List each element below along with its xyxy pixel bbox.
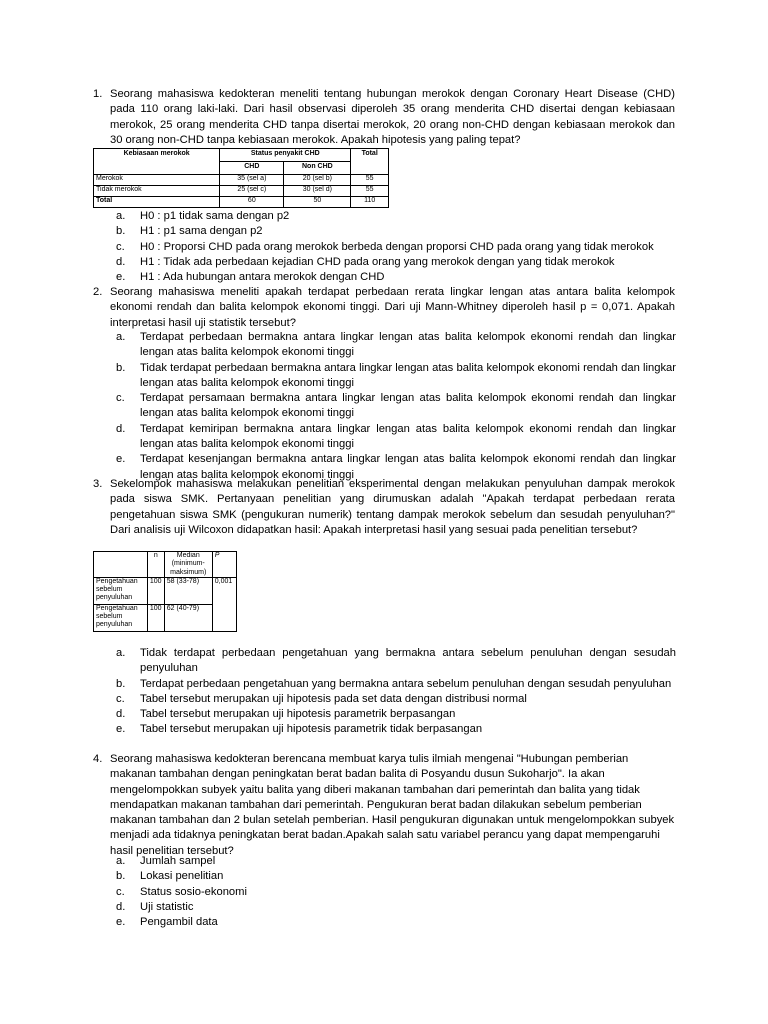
question-3 [93, 477, 675, 538]
option-c[interactable] [116, 240, 676, 255]
option-letter: e. [116, 916, 126, 929]
option-text: H1 : Ada hubungan antara merokok dengan CHD [140, 271, 385, 284]
option-letter: b. [116, 677, 126, 690]
option-e[interactable] [116, 915, 676, 930]
option-text: Terdapat kemiripan bermakna antara lingkar lengan atas balita kelompok ekonomi rendah dan lingkar lengan atas balita kelompok ekonomi tinggi [140, 422, 676, 451]
cell-n: 100 [147, 604, 164, 631]
cell-nonchd: 30 (sel d) [284, 186, 351, 197]
option-letter: d. [116, 708, 126, 721]
header-nonchd: Non CHD [284, 162, 351, 175]
option-letter: d. [116, 255, 126, 268]
option-b[interactable] [116, 869, 676, 884]
cell-nonchd: 50 [284, 197, 351, 208]
cell-nonchd: 20 (sel b) [284, 175, 351, 186]
row-label: Merokok [94, 175, 220, 186]
option-letter: a. [116, 210, 126, 222]
option-c[interactable] [116, 885, 676, 900]
question-4 [93, 752, 675, 859]
cell-median: 58 (33-78) [164, 577, 212, 604]
option-b[interactable] [116, 224, 676, 239]
header-median: Median (minimum-maksimum) [164, 552, 212, 578]
option-text: Pengambil data [140, 916, 218, 929]
cell-median: 62 (40-79) [164, 604, 212, 631]
option-a[interactable] [116, 330, 676, 361]
question-number: 4. [93, 753, 103, 765]
header-n: n [147, 552, 164, 578]
header-blank [94, 552, 148, 578]
chd-smoking-table [93, 148, 389, 208]
header-p: P [212, 552, 236, 578]
option-text: Terdapat kesenjangan bermakna antara lingkar lengan atas balita kelompok ekonomi rendah dan lingkar lengan atas balita kelompok ekonomi tinggi [140, 453, 676, 481]
header-kebiasaan: Kebiasaan merokok [94, 149, 220, 175]
option-letter: c. [116, 392, 125, 405]
option-b[interactable] [116, 361, 676, 392]
question-2-options [116, 330, 676, 483]
option-letter: b. [116, 361, 126, 374]
option-text: H0 : p1 tidak sama dengan p2 [140, 210, 290, 222]
cell-total: 55 [351, 175, 389, 186]
question-text: Sekelompok mahasiswa melakukan penelitian eksperimental dengan melakukan penyuluhan dampak merokok pada siswa SMK. Pertanyaan penelitian yang dirumuskan adalah "Apakah terdapat perbedaan rerata pengetahuan siswa SMK (pengukuran numerik) tentang dampak merokok sebelum dan sesudah penyuluhan?" Dari analisis uji Wilcoxon didapatkan hasil: Apakah interpretasi hasil yang sesuai pada penelitian tersebut? [110, 478, 675, 536]
cell-n: 100 [147, 577, 164, 604]
cell-chd: 25 (sel c) [220, 186, 284, 197]
table-row [94, 577, 237, 604]
option-c[interactable] [116, 391, 676, 422]
option-c[interactable] [116, 692, 676, 707]
option-text: H0 : Proporsi CHD pada orang merokok berbeda dengan proporsi CHD pada orang yang tidak merokok [140, 240, 654, 253]
option-d[interactable] [116, 900, 676, 915]
cell-total: 110 [351, 197, 389, 208]
question-4-options [116, 854, 676, 930]
option-letter: a. [116, 647, 126, 659]
cell-total: 55 [351, 186, 389, 197]
option-text: Lokasi penelitian [140, 870, 224, 883]
option-text: Jumlah sampel [140, 855, 216, 867]
option-a[interactable] [116, 209, 676, 224]
option-letter: d. [116, 422, 126, 435]
row-label: Pengetahuan sebelum penyuluhan [94, 577, 148, 604]
option-letter: c. [116, 885, 125, 898]
option-letter: c. [116, 240, 125, 253]
table-row [94, 186, 389, 197]
option-text: Terdapat perbedaan bermakna antara lingkar lengan atas balita kelompok ekonomi rendah dan lingkar lengan atas balita kelompok ekonomi tinggi [140, 331, 676, 359]
option-letter: a. [116, 331, 126, 343]
option-letter: e. [116, 723, 126, 736]
header-total: Total [351, 149, 389, 175]
option-e[interactable] [116, 270, 676, 285]
header-chd: CHD [220, 162, 284, 175]
option-a[interactable] [116, 854, 676, 869]
question-text: Seorang mahasiswa kedokteran berencana membuat karya tulis ilmiah mengenai "Hubungan pemberian makanan tambahan dengan peningkatan berat badan balita di Posyandu dusun Sukoharjo". Ia akan mengelompokkan subyek yaitu balita yang diberi makanan tambahan dari pemerintah dan balita yang tidak mendapatkan makanan tambahan dari pemerintah. Pengukuran berat badan dilakukan sebelum pemberian makanan tambahan dan 2 bulan setelah pemberian. Hasil pengukuran digunakan untuk mengelompokkan subyek menjadi ada tidaknya peningkatan berat badan.Apakah salah satu variabel perancu yang dapat mempengaruhi hasil penelitian tersebut? [110, 753, 675, 857]
option-text: H1 : Tidak ada perbedaan kejadian CHD pada orang yang merokok dengan yang tidak merokok [140, 255, 615, 268]
option-letter: b. [116, 870, 126, 883]
question-text: Seorang mahasiswa meneliti apakah terdapat perbedaan rerata lingkar lengan atas antara balita kelompok ekonomi rendah dan balita kelompok ekonomi tinggi. Dari uji Mann-Whitney diperoleh hasil p = 0,071. Apakah interpretasi hasil uji statistik tersebut? [110, 286, 675, 329]
question-number: 1. [93, 88, 103, 100]
option-d[interactable] [116, 707, 676, 722]
table-row [94, 197, 389, 208]
header-status: Status penyakit CHD [220, 149, 351, 162]
option-e[interactable] [116, 722, 676, 737]
option-text: Tidak terdapat perbedaan bermakna antara lingkar lengan atas balita kelompok ekonomi rendah dan lingkar lengan atas balita kelompok ekonomi tinggi [140, 361, 676, 389]
option-letter: c. [116, 692, 125, 705]
row-label: Tidak merokok [94, 186, 220, 197]
option-a[interactable] [116, 646, 676, 677]
cell-chd: 35 (sel a) [220, 175, 284, 186]
question-number: 2. [93, 286, 103, 298]
option-text: Uji statistic [140, 900, 194, 913]
option-text: Tabel tersebut merupakan uji hipotesis parametrik tidak berpasangan [140, 723, 483, 736]
option-text: Tidak terdapat perbedaan pengetahuan yang bermakna antara sebelum penuluhan dengan sesudah penyuluhan [140, 647, 676, 675]
option-text: H1 : p1 sama dengan p2 [140, 225, 263, 238]
option-b[interactable] [116, 677, 676, 692]
row-label: Total [94, 197, 220, 208]
question-text: Seorang mahasiswa kedokteran meneliti tentang hubungan merokok dengan Coronary Heart Disease (CHD) pada 110 orang laki-laki. Dari hasil observasi diperoleh 35 orang menderita CHD disertai dengan kebiasaan merokok, 25 orang menderita CHD tanpa disertai merokok, 20 orang non-CHD dengan kebiasaan merokok dan 30 orang non-CHD tanpa kebiasaan merokok. Apakah hipotesis yang paling tepat? [110, 88, 675, 146]
question-2 [93, 285, 675, 331]
question-number: 3. [93, 478, 103, 490]
option-letter: a. [116, 855, 126, 867]
option-text: Terdapat persamaan bermakna antara lingkar lengan atas balita kelompok ekonomi rendah dan lingkar lengan atas balita kelompok ekonomi tinggi [140, 392, 676, 420]
row-label: Pengetahuan sebelum penyuluhan [94, 604, 148, 631]
option-text: Terdapat perbedaan pengetahuan yang bermakna antara sebelum penuluhan dengan sesudah penyuluhan [140, 677, 672, 690]
option-letter: d. [116, 900, 126, 913]
option-letter: e. [116, 271, 126, 284]
table-row [94, 175, 389, 186]
cell-chd: 60 [220, 197, 284, 208]
option-letter: e. [116, 453, 126, 466]
option-d[interactable] [116, 255, 676, 270]
option-d[interactable] [116, 422, 676, 453]
option-text: Tabel tersebut merupakan uji hipotesis parametrik berpasangan [140, 708, 456, 721]
cell-p: 0,001 [212, 577, 236, 631]
wilcoxon-table [93, 551, 237, 632]
option-text: Status sosio-ekonomi [140, 885, 247, 898]
question-1 [93, 87, 675, 148]
option-letter: b. [116, 225, 126, 238]
option-text: Tabel tersebut merupakan uji hipotesis pada set data dengan distribusi normal [140, 692, 527, 705]
question-1-options [116, 209, 676, 285]
question-3-options [116, 646, 676, 738]
